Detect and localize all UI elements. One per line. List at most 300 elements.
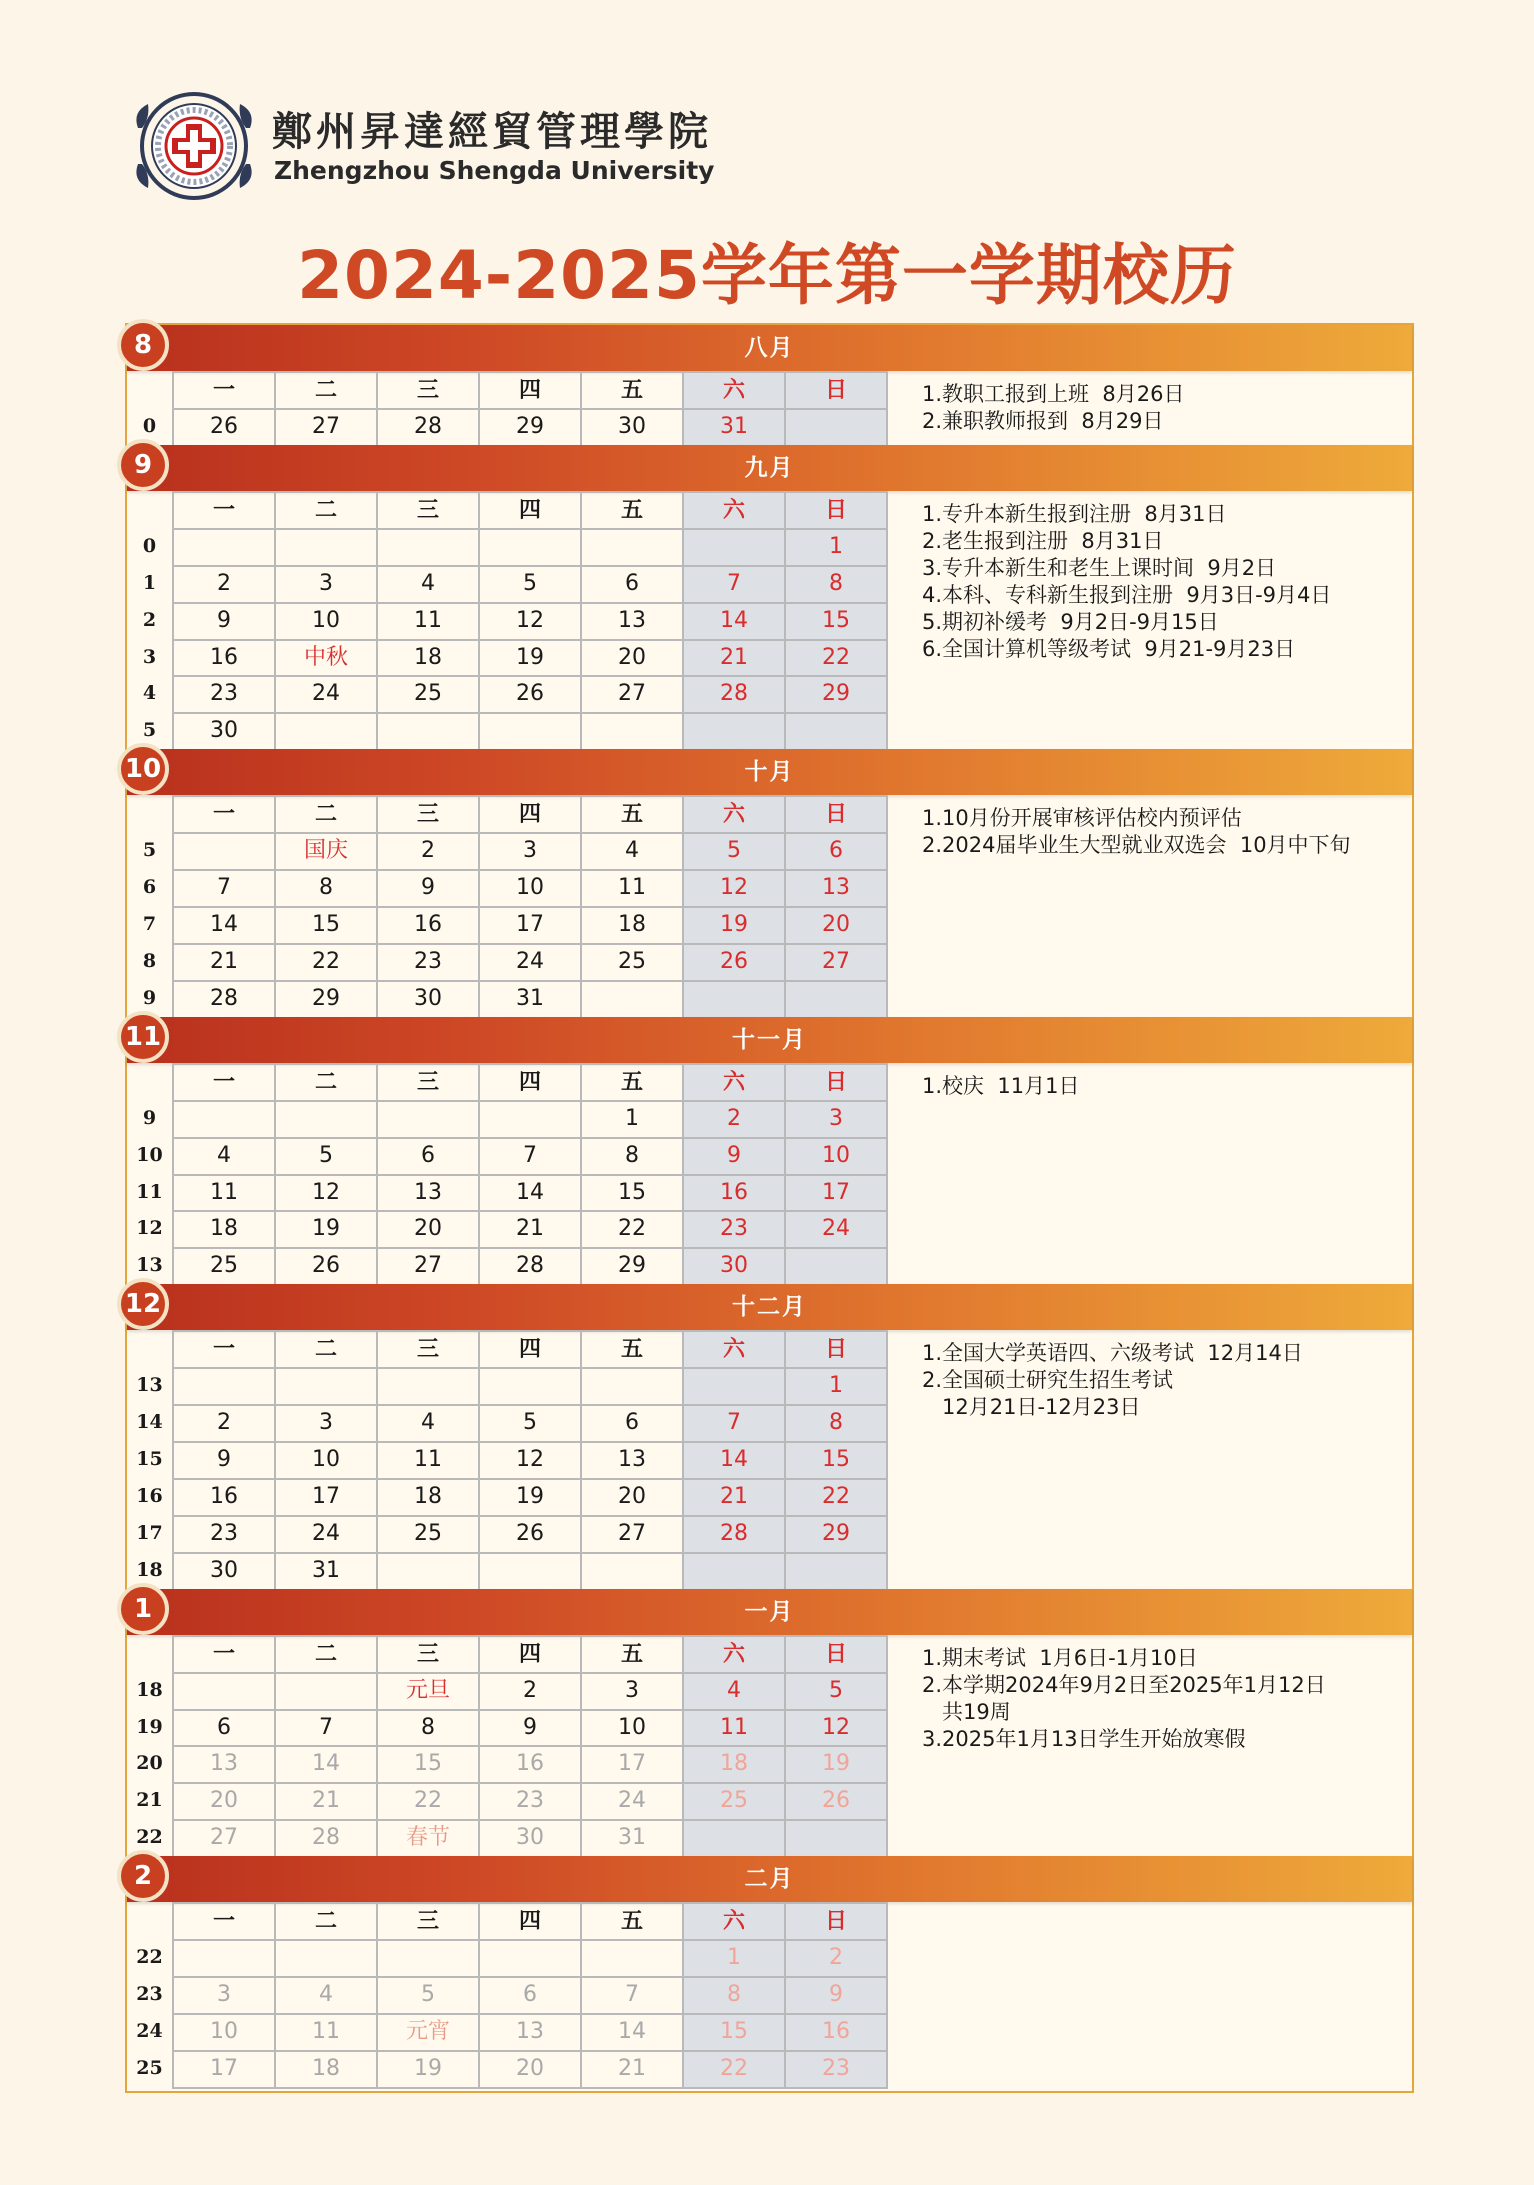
month-notes	[922, 1073, 1402, 1100]
date-cell: 10	[174, 2015, 276, 2052]
date-cell: 13	[786, 871, 888, 908]
date-cell: 16	[684, 1176, 786, 1213]
date-cell: 24	[276, 1517, 378, 1554]
month-section	[124, 1284, 1412, 1588]
date-cell: 22	[786, 1480, 888, 1517]
date-cell	[582, 1941, 684, 1978]
month-section	[127, 1856, 1412, 2087]
note-item: 2.2024届毕业生大型就业双选会 10月中下旬	[922, 833, 1351, 858]
weekday-header: 五	[582, 1065, 684, 1102]
weekday-header: 二	[276, 797, 378, 834]
week-number: 20	[136, 1752, 163, 1775]
date-cell	[786, 1821, 888, 1858]
holiday-cell: 国庆	[276, 834, 378, 871]
week-number: 5	[142, 839, 157, 862]
date-cell: 5	[276, 1139, 378, 1176]
date-cell: 5	[480, 1406, 582, 1443]
date-cell: 31	[684, 410, 786, 447]
week-number: 23	[136, 1983, 163, 2006]
week-number: 8	[142, 949, 157, 972]
month-grid	[172, 1063, 888, 1286]
date-cell: 27	[786, 945, 888, 982]
date-cell: 30	[378, 982, 480, 1019]
date-cell: 14	[684, 1443, 786, 1480]
weekday-header: 二	[276, 1637, 378, 1674]
date-cell: 25	[582, 945, 684, 982]
date-cell: 18	[378, 641, 480, 678]
date-cell: 20	[786, 908, 888, 945]
note-item: 1.期末考试 1月6日-1月10日	[922, 1645, 1198, 1670]
date-cell: 12	[480, 1443, 582, 1480]
date-cell: 23	[174, 1517, 276, 1554]
week-number: 13	[136, 1254, 163, 1277]
weekday-header: 五	[582, 797, 684, 834]
date-cell: 4	[378, 1406, 480, 1443]
date-cell	[378, 530, 480, 567]
date-cell: 26	[684, 945, 786, 982]
weekday-header: 四	[480, 1065, 582, 1102]
date-cell: 30	[174, 714, 276, 751]
week-number: 14	[136, 1411, 163, 1434]
date-cell: 17	[480, 908, 582, 945]
date-cell: 23	[786, 2052, 888, 2089]
date-cell	[684, 1821, 786, 1858]
holiday-cell: 元宵	[378, 2015, 480, 2052]
date-cell: 3	[582, 1674, 684, 1711]
date-cell: 17	[582, 1747, 684, 1784]
date-cell: 25	[174, 1249, 276, 1286]
month-label: 十一月	[732, 1026, 807, 1053]
date-cell	[582, 1369, 684, 1406]
date-cell: 28	[684, 677, 786, 714]
date-cell: 21	[684, 1480, 786, 1517]
weekday-header: 一	[174, 493, 276, 530]
date-cell: 2	[174, 567, 276, 604]
month-label: 十月	[744, 759, 795, 786]
weekday-header: 二	[276, 1332, 378, 1369]
date-cell: 9	[786, 1978, 888, 2015]
date-cell: 17	[174, 2052, 276, 2089]
date-cell: 5	[378, 1978, 480, 2015]
note-item: 12月21日-12月23日	[922, 1395, 1141, 1420]
date-cell	[378, 1369, 480, 1406]
date-cell: 10	[276, 1443, 378, 1480]
date-cell: 28	[480, 1249, 582, 1286]
date-cell: 17	[276, 1480, 378, 1517]
date-cell	[378, 714, 480, 751]
date-cell: 9	[684, 1139, 786, 1176]
date-cell: 14	[174, 908, 276, 945]
calendar-container	[125, 323, 1414, 2093]
date-cell: 31	[276, 1554, 378, 1591]
date-cell: 31	[480, 982, 582, 1019]
month-notes	[922, 501, 1402, 663]
date-cell: 3	[276, 1406, 378, 1443]
date-cell: 9	[174, 604, 276, 641]
weekday-header: 六	[684, 1904, 786, 1941]
date-cell: 28	[378, 410, 480, 447]
date-cell: 16	[174, 641, 276, 678]
date-cell: 1	[684, 1941, 786, 1978]
month-grid	[172, 1635, 888, 1858]
weekday-header: 三	[378, 493, 480, 530]
date-cell: 4	[174, 1139, 276, 1176]
note-item: 1.校庆 11月1日	[922, 1073, 1080, 1098]
month-label: 二月	[744, 1866, 795, 1893]
date-cell: 25	[684, 1784, 786, 1821]
weekday-header: 三	[378, 373, 480, 410]
date-cell: 17	[786, 1176, 888, 1213]
note-item: 3.专升本新生和老生上课时间 9月2日	[922, 555, 1277, 580]
date-cell: 18	[582, 908, 684, 945]
week-number: 1	[142, 571, 157, 594]
month-section	[124, 1017, 1412, 1285]
date-cell: 4	[684, 1674, 786, 1711]
weekday-header: 三	[378, 1065, 480, 1102]
note-item: 6.全国计算机等级考试 9月21-9月23日	[922, 636, 1296, 661]
date-cell: 19	[378, 2052, 480, 2089]
date-cell: 15	[684, 2015, 786, 2052]
note-item: 1.专升本新生报到注册 8月31日	[922, 501, 1227, 526]
date-cell: 21	[684, 641, 786, 678]
date-cell	[684, 982, 786, 1019]
holiday-cell: 春节	[378, 1821, 480, 1858]
note-item: 2.本学期2024年9月2日至2025年1月12日	[922, 1672, 1326, 1697]
week-number: 18	[136, 1558, 163, 1581]
date-cell	[174, 530, 276, 567]
weekday-header: 一	[174, 1904, 276, 1941]
weekday-header: 五	[582, 373, 684, 410]
date-cell	[276, 1941, 378, 1978]
date-cell: 27	[582, 677, 684, 714]
week-number: 19	[136, 1715, 163, 1738]
date-cell: 20	[480, 2052, 582, 2089]
date-cell: 22	[684, 2052, 786, 2089]
date-cell	[174, 1369, 276, 1406]
week-number: 13	[136, 1374, 163, 1397]
date-cell: 22	[582, 1212, 684, 1249]
date-cell: 23	[480, 1784, 582, 1821]
note-item: 共19周	[922, 1699, 1011, 1724]
month-number-badge: 1	[117, 1583, 169, 1635]
date-cell: 13	[480, 2015, 582, 2052]
date-cell: 11	[684, 1711, 786, 1748]
date-cell: 14	[480, 1176, 582, 1213]
date-cell: 6	[378, 1139, 480, 1176]
date-cell: 2	[480, 1674, 582, 1711]
date-cell: 29	[276, 982, 378, 1019]
date-cell: 6	[786, 834, 888, 871]
date-cell: 20	[174, 1784, 276, 1821]
date-cell	[786, 1554, 888, 1591]
date-cell: 16	[378, 908, 480, 945]
date-cell	[480, 1102, 582, 1139]
date-cell: 30	[174, 1554, 276, 1591]
weekday-header: 一	[174, 1065, 276, 1102]
date-cell	[684, 1369, 786, 1406]
weekday-header: 四	[480, 1332, 582, 1369]
date-cell: 10	[582, 1711, 684, 1748]
weekday-header: 六	[684, 373, 786, 410]
date-cell: 3	[276, 567, 378, 604]
month-section	[124, 749, 1412, 1017]
weekday-header: 二	[276, 1904, 378, 1941]
date-cell: 6	[582, 1406, 684, 1443]
date-cell: 24	[582, 1784, 684, 1821]
month-notes	[922, 381, 1402, 435]
week-number: 9	[142, 986, 157, 1009]
weekday-header: 五	[582, 1904, 684, 1941]
date-cell: 26	[786, 1784, 888, 1821]
weekday-header: 六	[684, 1065, 786, 1102]
date-cell: 14	[582, 2015, 684, 2052]
date-cell: 20	[582, 1480, 684, 1517]
date-cell: 11	[174, 1176, 276, 1213]
date-cell	[582, 1554, 684, 1591]
month-grid	[172, 795, 888, 1018]
date-cell	[174, 834, 276, 871]
note-item: 1.10月份开展审核评估校内预评估	[922, 806, 1242, 831]
month-label: 十二月	[732, 1294, 807, 1321]
weekday-header: 三	[378, 1637, 480, 1674]
week-number: 24	[136, 2019, 163, 2042]
date-cell: 22	[276, 945, 378, 982]
month-grid	[172, 1330, 888, 1590]
date-cell: 29	[786, 677, 888, 714]
date-cell: 9	[174, 1443, 276, 1480]
weekday-header: 四	[480, 373, 582, 410]
week-number: 22	[136, 1946, 163, 1969]
holiday-cell: 中秋	[276, 641, 378, 678]
date-cell: 8	[582, 1139, 684, 1176]
date-cell: 23	[684, 1212, 786, 1249]
date-cell: 26	[480, 677, 582, 714]
date-cell	[480, 1369, 582, 1406]
date-cell: 23	[174, 677, 276, 714]
week-number: 0	[142, 534, 157, 557]
date-cell: 1	[786, 530, 888, 567]
date-cell	[174, 1674, 276, 1711]
date-cell: 30	[684, 1249, 786, 1286]
date-cell	[276, 1674, 378, 1711]
date-cell: 24	[786, 1212, 888, 1249]
date-cell: 14	[684, 604, 786, 641]
date-cell	[786, 714, 888, 751]
date-cell: 31	[582, 1821, 684, 1858]
date-cell: 16	[174, 1480, 276, 1517]
date-cell	[786, 982, 888, 1019]
date-cell: 7	[480, 1139, 582, 1176]
week-number: 17	[136, 1521, 163, 1544]
date-cell: 20	[582, 641, 684, 678]
date-cell: 2	[786, 1941, 888, 1978]
date-cell: 28	[174, 982, 276, 1019]
date-cell: 21	[174, 945, 276, 982]
date-cell: 25	[378, 677, 480, 714]
weekday-header: 日	[786, 1332, 888, 1369]
date-cell: 12	[684, 871, 786, 908]
date-cell: 10	[786, 1139, 888, 1176]
weekday-header: 日	[786, 1904, 888, 1941]
week-number: 6	[142, 876, 157, 899]
month-number-badge: 11	[117, 1011, 169, 1063]
month-section	[127, 445, 1412, 749]
month-label: 八月	[744, 335, 795, 361]
holiday-cell: 元旦	[378, 1674, 480, 1711]
date-cell: 9	[480, 1711, 582, 1748]
date-cell	[276, 1102, 378, 1139]
weekday-header: 一	[174, 797, 276, 834]
date-cell: 4	[276, 1978, 378, 2015]
note-item: 2.全国硕士研究生招生考试	[922, 1368, 1174, 1393]
week-number: 9	[142, 1106, 157, 1129]
date-cell	[276, 1369, 378, 1406]
week-number: 16	[136, 1484, 163, 1507]
date-cell: 27	[174, 1821, 276, 1858]
date-cell: 1	[786, 1369, 888, 1406]
weekday-header: 五	[582, 1637, 684, 1674]
weekday-header: 四	[480, 797, 582, 834]
weekday-header: 四	[480, 1637, 582, 1674]
date-cell	[582, 714, 684, 751]
date-cell	[378, 1102, 480, 1139]
weekday-header: 五	[582, 493, 684, 530]
date-cell: 20	[378, 1212, 480, 1249]
weekday-header: 三	[378, 797, 480, 834]
date-cell: 28	[276, 1821, 378, 1858]
date-cell: 8	[276, 871, 378, 908]
date-cell: 24	[276, 677, 378, 714]
date-cell	[378, 1554, 480, 1591]
date-cell: 7	[174, 871, 276, 908]
date-cell: 10	[276, 604, 378, 641]
date-cell: 19	[786, 1747, 888, 1784]
note-item: 1.教职工报到上班 8月26日	[922, 382, 1185, 406]
date-cell: 19	[480, 1480, 582, 1517]
date-cell: 9	[378, 871, 480, 908]
date-cell	[582, 530, 684, 567]
month-number-badge: 9	[117, 439, 169, 491]
date-cell: 22	[786, 641, 888, 678]
date-cell: 28	[684, 1517, 786, 1554]
date-cell	[684, 530, 786, 567]
weekday-header: 二	[276, 373, 378, 410]
date-cell: 26	[480, 1517, 582, 1554]
date-cell	[684, 714, 786, 751]
month-label: 一月	[744, 1598, 795, 1625]
week-number: 2	[142, 608, 157, 631]
weekday-header: 六	[684, 493, 786, 530]
month-grid	[172, 491, 888, 751]
date-cell: 26	[276, 1249, 378, 1286]
month-notes	[922, 1645, 1402, 1753]
date-cell: 2	[684, 1102, 786, 1139]
date-cell	[276, 530, 378, 567]
date-cell: 18	[174, 1212, 276, 1249]
month-section	[127, 325, 1412, 445]
date-cell: 25	[378, 1517, 480, 1554]
date-cell: 13	[582, 1443, 684, 1480]
date-cell: 2	[174, 1406, 276, 1443]
month-grid	[172, 371, 888, 447]
date-cell: 12	[480, 604, 582, 641]
date-cell: 3	[786, 1102, 888, 1139]
date-cell	[786, 1249, 888, 1286]
weekday-header: 日	[786, 1065, 888, 1102]
date-cell: 6	[174, 1711, 276, 1748]
week-number: 0	[142, 415, 157, 437]
date-cell: 6	[582, 567, 684, 604]
date-cell	[378, 1941, 480, 1978]
week-number: 15	[136, 1448, 163, 1471]
week-number: 21	[136, 1789, 163, 1812]
date-cell: 11	[582, 871, 684, 908]
school-name-en: Zhengzhou Shengda University	[274, 156, 715, 185]
date-cell: 27	[276, 410, 378, 447]
date-cell: 5	[684, 834, 786, 871]
date-cell: 27	[378, 1249, 480, 1286]
date-cell: 5	[480, 567, 582, 604]
date-cell	[684, 1554, 786, 1591]
date-cell: 3	[174, 1978, 276, 2015]
note-item: 5.期初补缓考 9月2日-9月15日	[922, 609, 1219, 634]
date-cell: 29	[786, 1517, 888, 1554]
date-cell: 16	[786, 2015, 888, 2052]
date-cell: 26	[174, 410, 276, 447]
school-name-cn: 鄭州昇達經貿管理學院	[272, 108, 712, 155]
date-cell: 14	[276, 1747, 378, 1784]
date-cell	[480, 1554, 582, 1591]
date-cell: 21	[276, 1784, 378, 1821]
date-cell: 15	[786, 604, 888, 641]
month-notes	[922, 805, 1402, 859]
weekday-header: 六	[684, 1332, 786, 1369]
week-number: 22	[136, 1826, 163, 1849]
weekday-header: 六	[684, 1637, 786, 1674]
date-cell: 10	[480, 871, 582, 908]
weekday-header: 二	[276, 493, 378, 530]
date-cell: 7	[684, 1406, 786, 1443]
date-cell	[480, 714, 582, 751]
weekday-header: 二	[276, 1065, 378, 1102]
date-cell: 7	[582, 1978, 684, 2015]
date-cell: 13	[378, 1176, 480, 1213]
date-cell: 13	[174, 1747, 276, 1784]
week-number: 5	[142, 719, 157, 742]
week-number: 7	[142, 913, 157, 936]
weekday-header: 一	[174, 1332, 276, 1369]
note-item: 4.本科、专科新生报到注册 9月3日-9月4日	[922, 582, 1332, 607]
date-cell: 15	[276, 908, 378, 945]
weekday-header: 一	[174, 1637, 276, 1674]
week-number: 25	[136, 2056, 163, 2079]
weekday-header: 六	[684, 797, 786, 834]
date-cell: 3	[480, 834, 582, 871]
weekday-header: 日	[786, 797, 888, 834]
date-cell	[480, 530, 582, 567]
weekday-header: 五	[582, 1332, 684, 1369]
date-cell: 15	[786, 1443, 888, 1480]
date-cell: 27	[582, 1517, 684, 1554]
month-number-badge: 10	[117, 743, 169, 795]
week-number: 12	[136, 1217, 163, 1240]
weekday-header: 四	[480, 493, 582, 530]
week-number: 10	[136, 1143, 163, 1166]
header	[0, 0, 1534, 320]
week-number: 3	[142, 645, 157, 668]
month-number-badge: 2	[117, 1850, 169, 1902]
date-cell: 8	[378, 1711, 480, 1748]
